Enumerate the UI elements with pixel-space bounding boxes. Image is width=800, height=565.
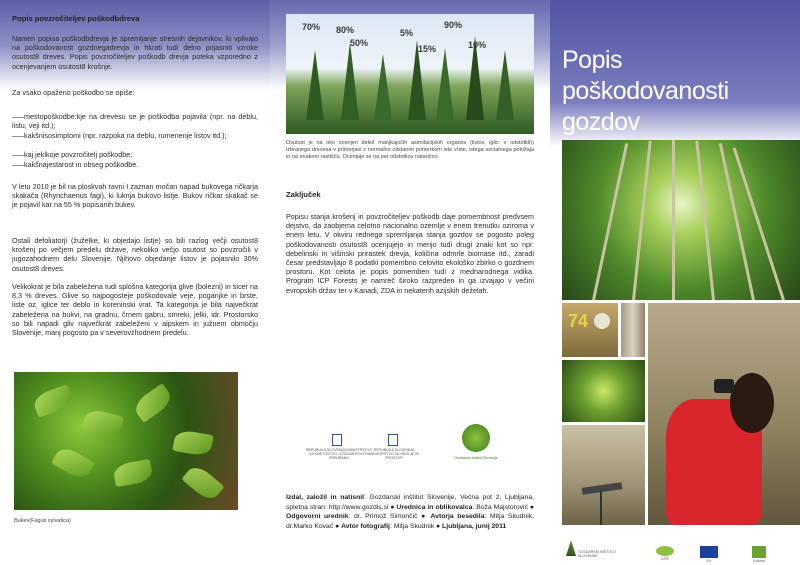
beech-leaves-photo	[14, 372, 238, 510]
percentage-label: 50%	[350, 38, 369, 48]
imprint-label: Izdal, založil in natisnil	[286, 494, 365, 501]
plant-photo	[562, 360, 645, 422]
slovenia-coat-of-arms-icon	[388, 434, 398, 446]
imprint-text: : dr. Primož Simončič ●	[348, 513, 427, 521]
photo-caption: Bukev(Fagus sylvatica)	[14, 518, 71, 524]
section-heading: Popis povzročiteljev poškodbdreva	[12, 14, 140, 23]
paragraph: Velikokrat je bila zabeležena tudi splošna kategorija glive (bolezni) in sicer na 8,3 % dreves. Glive so najpogosteje poškodovale veje, poganjke in brste, liste oz. iglice ter deblo in koreninski vrat. Ta kategorija je bila največkrat zabeležena na bukvi, na gradnu, črnem gabru, smreki, jelki, idr. Prostorsko so bili napadi gliv največkrat zabeleženi v alpskem in južnem območju Slovenije, manj pogosto pa v severovzhodnem predelu.	[12, 282, 258, 338]
percentage-label: 70%	[302, 22, 321, 32]
imprint-label: Odgovorni urednik	[286, 513, 349, 521]
photo-caption: Osutost je na oko ocenjen delež manjkajočih asimilacijskih organov (listov, iglic: v odstotkih) izbranega drevesa v primerjavi z normalno olistanim primerkom iste vrste, istega socialnega položaja in na enakem rastišču. Ocenjuje se na pet odstotkov natančno.	[286, 140, 534, 160]
percentage-label: 5%	[400, 28, 414, 38]
percentage-label: 90%	[444, 20, 463, 30]
tree-number-sign-photo	[562, 303, 618, 357]
forest-canopy-photo	[562, 140, 800, 300]
percentage-label: 10%	[468, 40, 487, 50]
measurement-instrument-photo	[562, 425, 645, 525]
title-line: Popis poškodovanosti	[562, 46, 729, 105]
futmon-logo-icon	[752, 546, 766, 558]
footer-logo-text: GOZDARSKI INŠTITUT SLOVENIJE	[578, 550, 617, 559]
institute-logo-text: Gozdarski inštitut Slovenije	[454, 456, 498, 460]
life-logo-icon	[656, 546, 674, 556]
ministry-logo-text: REPUBLIKA SLOVENIJA MINISTRSTVO ZA KMETIJSTVO, GOZDARSTVO IN PREHRANO	[305, 448, 373, 461]
paragraph: V letu 2010 je bil na ploskvah ravni I zaznan močan napad bukovega ričkarja skakača (Rhynchaenus fagi), ki luknja bukovo listje. Bukov ričkar skakač se je pojavil kar na 55 % popisanih bukev.	[12, 182, 258, 210]
middle-panel	[270, 0, 550, 565]
paragraph: Namen popisa poškodbdrevja je spremljanje stresnih dejavnikov, ki vplivajo na poškodovanost gozdnegadrevja in hkrati tudi delno pojasniti vzroke osutost8 dreves. Popis povzročiteljev poškodb drevja poteka vzporedno z ocenjevanjem osutost8 krošnje.	[12, 34, 258, 71]
bullet-item: –––kaj jeklkoje povzročitelj poškodbe;	[12, 150, 133, 159]
title-line: gozdov	[562, 108, 640, 136]
imprint-date: Ljubljana, junij 2011	[442, 522, 507, 530]
imprint-label: Avtor fotografij	[341, 522, 390, 530]
footer-logo-text: EU	[706, 559, 712, 563]
forest-defoliation-photo	[286, 14, 534, 134]
brochure-title	[562, 45, 792, 138]
forester-with-binoculars-photo	[648, 303, 800, 525]
section-heading: Zaključek	[286, 190, 321, 199]
imprint-label: Avtorja besedila	[430, 513, 485, 521]
imprint-label: Urednica in oblikovalca	[396, 503, 473, 511]
bullet-item: –––mestopoškodbe:kje na drevesu se je poškodba pojavila (npr. na deblu, listu, veji itd.);	[12, 112, 258, 131]
percentage-label: 15%	[418, 44, 437, 54]
imprint-text: : Mitja Skudnik ●	[389, 522, 441, 530]
percentage-label: 80%	[336, 25, 355, 35]
paragraph: Za vsako opaženo poškodbo se opiše:	[12, 88, 135, 97]
ministry-logo-text: REPUBLIKA SLOVENIJA MINISTRSTVO ZA OKOLJE IN PROSTOR	[369, 448, 419, 461]
imprint-text: : Boža Majstorovič ●	[472, 503, 534, 511]
imprint-text: : Gozdarski inštitut Slovenije, Večna pot 2, Ljubljana, spletna stran: http://www.gozdis.si ●	[286, 494, 534, 511]
tree-number-label: 74	[568, 311, 589, 331]
paragraph: Popisu stanja krošenj in povzročiteljev poškodb daje pomembnost predvsem dejstvo, da zaobjema celotno nacionalno ozemlje v enem trenutku oziroma v enem letu. V okviru rednega spremljanja stanja gozdov se pogosto poleg poškodovanosti osutost8 ocenjujejo in merijo tudi drugi znaki kot so npr. debelinski in višinski prirastek drevja, količina odmrle biomase itd., zaradi česar predstavljajo 8 podatki pomembno celovito ekološko zbirko o gozdnem prostoru. Kot celota je popis pomemben tudi z mednarodnega vidika. Program ICP Forests je namreč široko razpreden in ga izvajajo v večini evropskih držav ter v Kanadi, ZDA in nekaterih azijskih deželah.	[286, 212, 534, 295]
bullet-item: –––kakšnisosimptomi (npr. razpoka na deblu, rumenenje listov itd.);	[12, 131, 227, 140]
imprint-text: : Mitja Skudnik, dr.Marko Kovač ●	[286, 513, 534, 530]
forest-institute-logo-icon	[462, 424, 490, 452]
paragraph: Ostali defoliatorji (žuželke, ki objedajo listje) so bili razlog večji osutost8 krošenj po večjem predelu države, nekoliko večjo osutost so povzročili v jugozahodnem delu Slovenije. Njihovo objedanje listov je pojasnilo 30% osutost8 dreves.	[12, 236, 258, 273]
footer-logo-text: LIFE	[661, 557, 669, 561]
bark-photo	[621, 303, 645, 357]
bullet-item: –––kakšnajestarost in obseg poškodbe.	[12, 160, 139, 169]
eu-flag-icon	[700, 546, 718, 558]
slovenia-coat-of-arms-icon	[332, 434, 342, 446]
footer-logo-text: FutMon	[752, 559, 766, 563]
imprint	[286, 493, 534, 531]
left-panel	[0, 0, 270, 565]
